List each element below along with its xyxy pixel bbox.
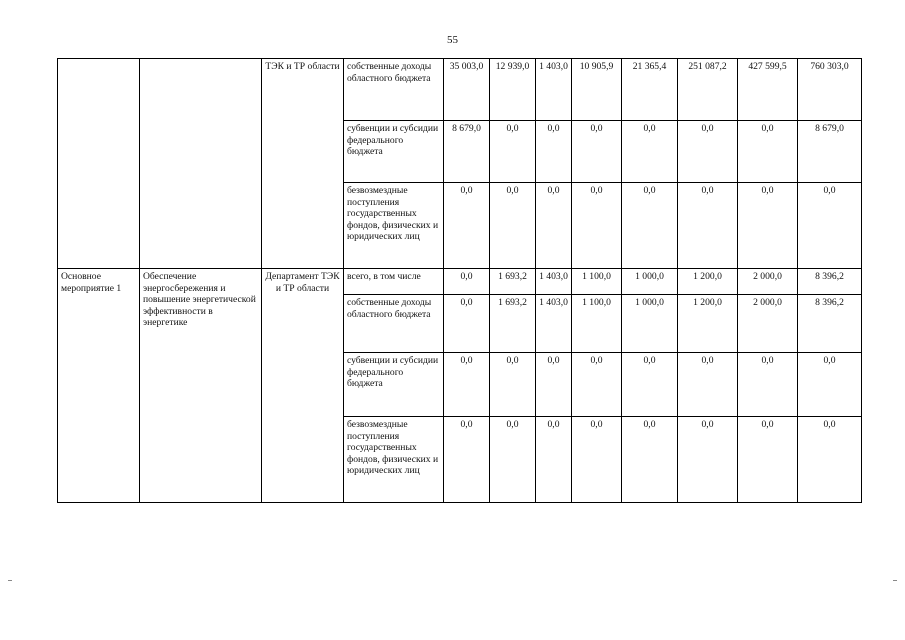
measure-name-cell: Обеспечение энергосбережения и повышение энергетической эффективности в энергетике [140, 269, 262, 503]
value-cell: 0,0 [678, 353, 738, 417]
source-cell: всего, в том числе [344, 269, 444, 295]
source-cell: субвенции и субсидии федерального бюджета [344, 353, 444, 417]
value-cell: 0,0 [490, 183, 536, 269]
value-cell: 0,0 [444, 417, 490, 503]
value-cell: 0,0 [490, 417, 536, 503]
status-cell: Основное мероприятие 1 [58, 269, 140, 503]
measure-name-cell [140, 59, 262, 269]
scan-mark-left [8, 580, 12, 581]
value-cell: 0,0 [490, 121, 536, 183]
value-cell: 0,0 [572, 183, 622, 269]
scan-mark-right [893, 580, 897, 581]
value-cell: 8 679,0 [444, 121, 490, 183]
value-cell: 0,0 [622, 417, 678, 503]
value-cell: 1 100,0 [572, 269, 622, 295]
value-cell: 0,0 [490, 353, 536, 417]
value-cell: 8 396,2 [798, 295, 862, 353]
value-cell: 0,0 [622, 353, 678, 417]
value-cell: 0,0 [536, 121, 572, 183]
value-cell: 1 403,0 [536, 269, 572, 295]
value-cell: 0,0 [444, 183, 490, 269]
source-cell: собственные доходы областного бюджета [344, 59, 444, 121]
value-cell: 2 000,0 [738, 269, 798, 295]
source-cell: безвозмездные поступления государственных фондов, физических и юридических лиц [344, 417, 444, 503]
value-cell: 0,0 [444, 269, 490, 295]
value-cell: 1 100,0 [572, 295, 622, 353]
value-cell: 0,0 [622, 183, 678, 269]
value-cell: 1 403,0 [536, 59, 572, 121]
value-cell: 0,0 [798, 353, 862, 417]
table-row [58, 59, 862, 121]
value-cell: 1 000,0 [622, 295, 678, 353]
value-cell: 0,0 [678, 121, 738, 183]
value-cell: 1 000,0 [622, 269, 678, 295]
value-cell: 0,0 [444, 353, 490, 417]
page-number: 55 [447, 34, 458, 46]
value-cell: 0,0 [536, 417, 572, 503]
budget-table [57, 58, 862, 503]
value-cell: 0,0 [798, 183, 862, 269]
value-cell: 0,0 [738, 417, 798, 503]
value-cell: 8 679,0 [798, 121, 862, 183]
executor-cell: Департамент ТЭК и ТР области [262, 269, 344, 503]
executor-cell: ТЭК и ТР области [262, 59, 344, 269]
value-cell: 0,0 [536, 183, 572, 269]
source-cell: собственные доходы областного бюджета [344, 295, 444, 353]
value-cell: 0,0 [572, 353, 622, 417]
value-cell: 0,0 [738, 121, 798, 183]
source-cell: субвенции и субсидии федерального бюджета [344, 121, 444, 183]
value-cell: 0,0 [572, 121, 622, 183]
value-cell: 1 693,2 [490, 269, 536, 295]
value-cell: 0,0 [444, 295, 490, 353]
status-cell [58, 59, 140, 269]
value-cell: 1 200,0 [678, 295, 738, 353]
value-cell: 251 087,2 [678, 59, 738, 121]
value-cell: 1 403,0 [536, 295, 572, 353]
value-cell: 1 693,2 [490, 295, 536, 353]
value-cell: 12 939,0 [490, 59, 536, 121]
value-cell: 0,0 [622, 121, 678, 183]
value-cell: 0,0 [798, 417, 862, 503]
value-cell: 35 003,0 [444, 59, 490, 121]
value-cell: 0,0 [738, 353, 798, 417]
budget-table-body [58, 59, 862, 503]
value-cell: 10 905,9 [572, 59, 622, 121]
table-row [58, 269, 862, 295]
source-cell: безвозмездные поступления государственных фондов, физических и юридических лиц [344, 183, 444, 269]
value-cell: 0,0 [536, 353, 572, 417]
value-cell: 0,0 [572, 417, 622, 503]
value-cell: 0,0 [678, 183, 738, 269]
value-cell: 427 599,5 [738, 59, 798, 121]
value-cell: 1 200,0 [678, 269, 738, 295]
value-cell: 2 000,0 [738, 295, 798, 353]
value-cell: 0,0 [738, 183, 798, 269]
value-cell: 8 396,2 [798, 269, 862, 295]
value-cell: 21 365,4 [622, 59, 678, 121]
value-cell: 760 303,0 [798, 59, 862, 121]
value-cell: 0,0 [678, 417, 738, 503]
